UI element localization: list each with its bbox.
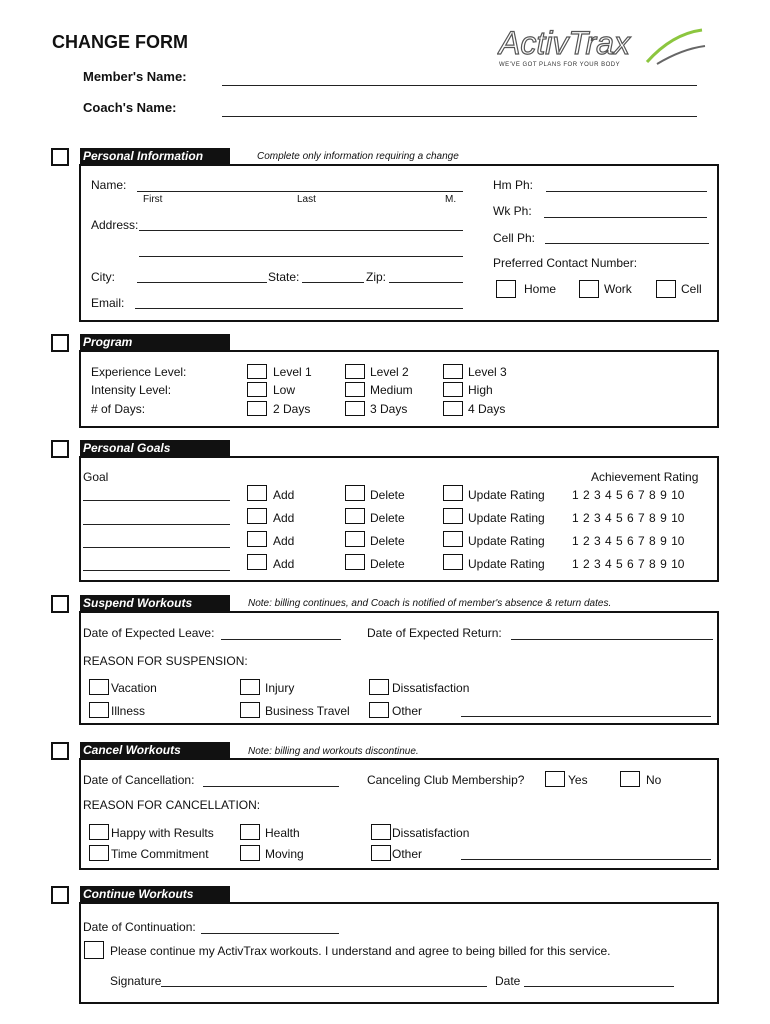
cancel-workouts-checkbox[interactable] (51, 742, 69, 760)
moving-checkbox[interactable] (240, 845, 260, 861)
expected-return-label: Date of Expected Return: (367, 626, 502, 640)
moving-label: Moving (265, 847, 304, 861)
other-label: Other (392, 704, 423, 718)
email-label: Email: (91, 296, 125, 310)
personal-info-note: Complete only information requiring a change (257, 151, 459, 162)
page-title: CHANGE FORM (52, 32, 188, 52)
work-label: Work (604, 282, 632, 296)
days-label: # of Days: (91, 402, 146, 416)
coachs-name-label: Coach's Name: (83, 100, 177, 115)
other-checkbox[interactable] (371, 845, 391, 861)
signature-field[interactable] (161, 986, 487, 987)
level-2-label: Level 2 (370, 365, 409, 379)
dissatisfaction-label: Dissatisfaction (392, 681, 470, 695)
state-label: State: (268, 270, 300, 284)
no-checkbox[interactable] (620, 771, 640, 787)
cell-checkbox[interactable] (656, 280, 676, 298)
add-checkbox[interactable] (247, 485, 267, 501)
illness-checkbox[interactable] (89, 702, 109, 718)
delete-label: Delete (370, 557, 405, 571)
suspend-workouts-section (79, 611, 719, 725)
2-days-label: 2 Days (273, 402, 311, 416)
goal-field[interactable] (83, 570, 230, 571)
yes-checkbox[interactable] (545, 771, 565, 787)
delete-checkbox[interactable] (345, 531, 365, 547)
experience-label: Experience Level: (91, 365, 187, 379)
business-travel-label: Business Travel (265, 704, 350, 718)
vacation-label: Vacation (111, 681, 157, 695)
yes-label: Yes (568, 773, 588, 787)
add-checkbox[interactable] (247, 508, 267, 524)
activtrax-logo (497, 24, 707, 70)
suspend-workouts-tab: Suspend Workouts (80, 595, 230, 612)
cancel-workouts-section (79, 758, 719, 870)
cancel-workouts-tab: Cancel Workouts (80, 742, 230, 759)
last-label: Last (297, 194, 316, 205)
business-travel-checkbox[interactable] (240, 702, 260, 718)
members-name-field[interactable] (222, 85, 697, 86)
home-checkbox[interactable] (496, 280, 516, 298)
personal-info-section (79, 164, 719, 322)
rating-scale[interactable]: 1 2 3 4 5 6 7 8 9 10 (572, 488, 685, 502)
update-rating-checkbox[interactable] (443, 531, 463, 547)
cancellation-reason-label: REASON FOR CANCELLATION: (83, 798, 261, 812)
program-section (79, 350, 719, 428)
2-days-checkbox[interactable] (247, 401, 267, 416)
name-label: Name: (91, 178, 127, 192)
add-label: Add (273, 488, 295, 502)
zip-field[interactable] (389, 282, 463, 283)
update-rating-label: Update Rating (468, 557, 545, 571)
level-2-checkbox[interactable] (345, 364, 365, 379)
rating-scale[interactable]: 1 2 3 4 5 6 7 8 9 10 (572, 534, 685, 548)
delete-checkbox[interactable] (345, 485, 365, 501)
address-field-1[interactable] (139, 230, 463, 231)
update-rating-checkbox[interactable] (443, 508, 463, 524)
add-checkbox[interactable] (247, 554, 267, 570)
intensity-label: Intensity Level: (91, 383, 172, 397)
suspension-reason-label: REASON FOR SUSPENSION: (83, 654, 248, 668)
update-rating-checkbox[interactable] (443, 485, 463, 501)
cancel-note: Note: billing and workouts discontinue. (248, 746, 419, 757)
level-1-checkbox[interactable] (247, 364, 267, 379)
rating-scale[interactable]: 1 2 3 4 5 6 7 8 9 10 (572, 557, 685, 571)
health-label: Health (265, 826, 300, 840)
logo-tagline: WE'VE GOT PLANS FOR YOUR BODY (499, 62, 621, 68)
zip-label: Zip: (366, 270, 387, 284)
medium-checkbox[interactable] (345, 382, 365, 397)
expected-leave-field[interactable] (221, 639, 341, 640)
suspend-workouts-checkbox[interactable] (51, 595, 69, 613)
continue-workouts-checkbox[interactable] (51, 886, 69, 904)
low-checkbox[interactable] (247, 382, 267, 397)
happy-with-results-label: Happy with Results (111, 826, 214, 840)
date-field[interactable] (524, 986, 674, 987)
rating-scale[interactable]: 1 2 3 4 5 6 7 8 9 10 (572, 511, 685, 525)
city-label: City: (91, 270, 115, 284)
personal-goals-tab: Personal Goals (80, 440, 230, 457)
expected-leave-label: Date of Expected Leave: (83, 626, 215, 640)
high-label: High (468, 383, 493, 397)
3-days-label: 3 Days (370, 402, 408, 416)
continuation-date-label: Date of Continuation: (83, 920, 196, 934)
wk-ph-field[interactable] (544, 217, 707, 218)
4-days-checkbox[interactable] (443, 401, 463, 416)
personal-info-checkbox[interactable] (51, 148, 69, 166)
canceling-club-label: Canceling Club Membership? (367, 773, 525, 787)
add-label: Add (273, 511, 295, 525)
personal-info-tab: Personal Information (80, 148, 230, 165)
continue-workouts-section (79, 902, 719, 1004)
happy-with-results-checkbox[interactable] (89, 824, 109, 840)
continue-agree-checkbox[interactable] (84, 941, 104, 959)
personal-goals-checkbox[interactable] (51, 440, 69, 458)
work-checkbox[interactable] (579, 280, 599, 298)
time-commitment-checkbox[interactable] (89, 845, 109, 861)
goal-field[interactable] (83, 547, 230, 548)
preferred-contact-label: Preferred Contact Number: (493, 256, 638, 270)
first-label: First (143, 194, 163, 205)
cell-ph-label: Cell Ph: (493, 231, 536, 245)
add-label: Add (273, 534, 295, 548)
wk-ph-label: Wk Ph: (493, 204, 532, 218)
dissatisfaction-checkbox[interactable] (371, 824, 391, 840)
goal-label: Goal (83, 470, 109, 484)
add-label: Add (273, 557, 295, 571)
home-label: Home (524, 282, 557, 296)
continue-agree-text: Please continue my ActivTrax workouts. I understand and agree to being billed for this service. (110, 944, 611, 958)
4-days-label: 4 Days (468, 402, 506, 416)
other-checkbox[interactable] (369, 702, 389, 718)
address-field-2[interactable] (139, 256, 463, 257)
medium-label: Medium (370, 383, 413, 397)
other-field[interactable] (461, 716, 711, 717)
health-checkbox[interactable] (240, 824, 260, 840)
goal-field[interactable] (83, 524, 230, 525)
city-field[interactable] (137, 282, 267, 283)
suspend-note: Note: billing continues, and Coach is notified of member's absence & return dates. (248, 598, 612, 609)
cancellation-date-field[interactable] (203, 786, 339, 787)
expected-return-field[interactable] (511, 639, 713, 640)
delete-label: Delete (370, 534, 405, 548)
update-rating-checkbox[interactable] (443, 554, 463, 570)
coachs-name-field[interactable] (222, 116, 697, 117)
high-checkbox[interactable] (443, 382, 463, 397)
state-field[interactable] (302, 282, 364, 283)
update-rating-label: Update Rating (468, 511, 545, 525)
no-label: No (646, 773, 662, 787)
vacation-checkbox[interactable] (89, 679, 109, 695)
injury-label: Injury (265, 681, 295, 695)
hm-ph-label: Hm Ph: (493, 178, 534, 192)
level-1-label: Level 1 (273, 365, 312, 379)
members-name-label: Member's Name: (83, 69, 187, 84)
dissatisfaction-checkbox[interactable] (369, 679, 389, 695)
email-field[interactable] (135, 308, 463, 309)
program-checkbox[interactable] (51, 334, 69, 352)
dissatisfaction-label: Dissatisfaction (392, 826, 470, 840)
signature-label: Signature (110, 974, 162, 988)
add-checkbox[interactable] (247, 531, 267, 547)
cancellation-date-label: Date of Cancellation: (83, 773, 195, 787)
delete-label: Delete (370, 511, 405, 525)
cell-ph-field[interactable] (545, 243, 709, 244)
update-rating-label: Update Rating (468, 534, 545, 548)
achievement-rating-label: Achievement Rating (591, 470, 699, 484)
level-3-label: Level 3 (468, 365, 507, 379)
program-tab: Program (80, 334, 230, 351)
illness-label: Illness (111, 704, 146, 718)
cell-label: Cell (681, 282, 702, 296)
continuation-date-field[interactable] (201, 933, 339, 934)
delete-checkbox[interactable] (345, 554, 365, 570)
time-commitment-label: Time Commitment (111, 847, 209, 861)
other-field[interactable] (461, 859, 711, 860)
personal-goals-section (79, 456, 719, 582)
injury-checkbox[interactable] (240, 679, 260, 695)
goal-field[interactable] (83, 500, 230, 501)
delete-label: Delete (370, 488, 405, 502)
continue-workouts-tab: Continue Workouts (80, 886, 230, 903)
svg-text:ActivTrax: ActivTrax (499, 25, 630, 61)
low-label: Low (273, 383, 296, 397)
middle-label: M. (445, 194, 457, 205)
level-3-checkbox[interactable] (443, 364, 463, 379)
3-days-checkbox[interactable] (345, 401, 365, 416)
address-label: Address: (91, 218, 139, 232)
other-label: Other (392, 847, 423, 861)
update-rating-label: Update Rating (468, 488, 545, 502)
name-field[interactable] (137, 191, 463, 192)
delete-checkbox[interactable] (345, 508, 365, 524)
hm-ph-field[interactable] (546, 191, 707, 192)
date-label: Date (495, 974, 521, 988)
